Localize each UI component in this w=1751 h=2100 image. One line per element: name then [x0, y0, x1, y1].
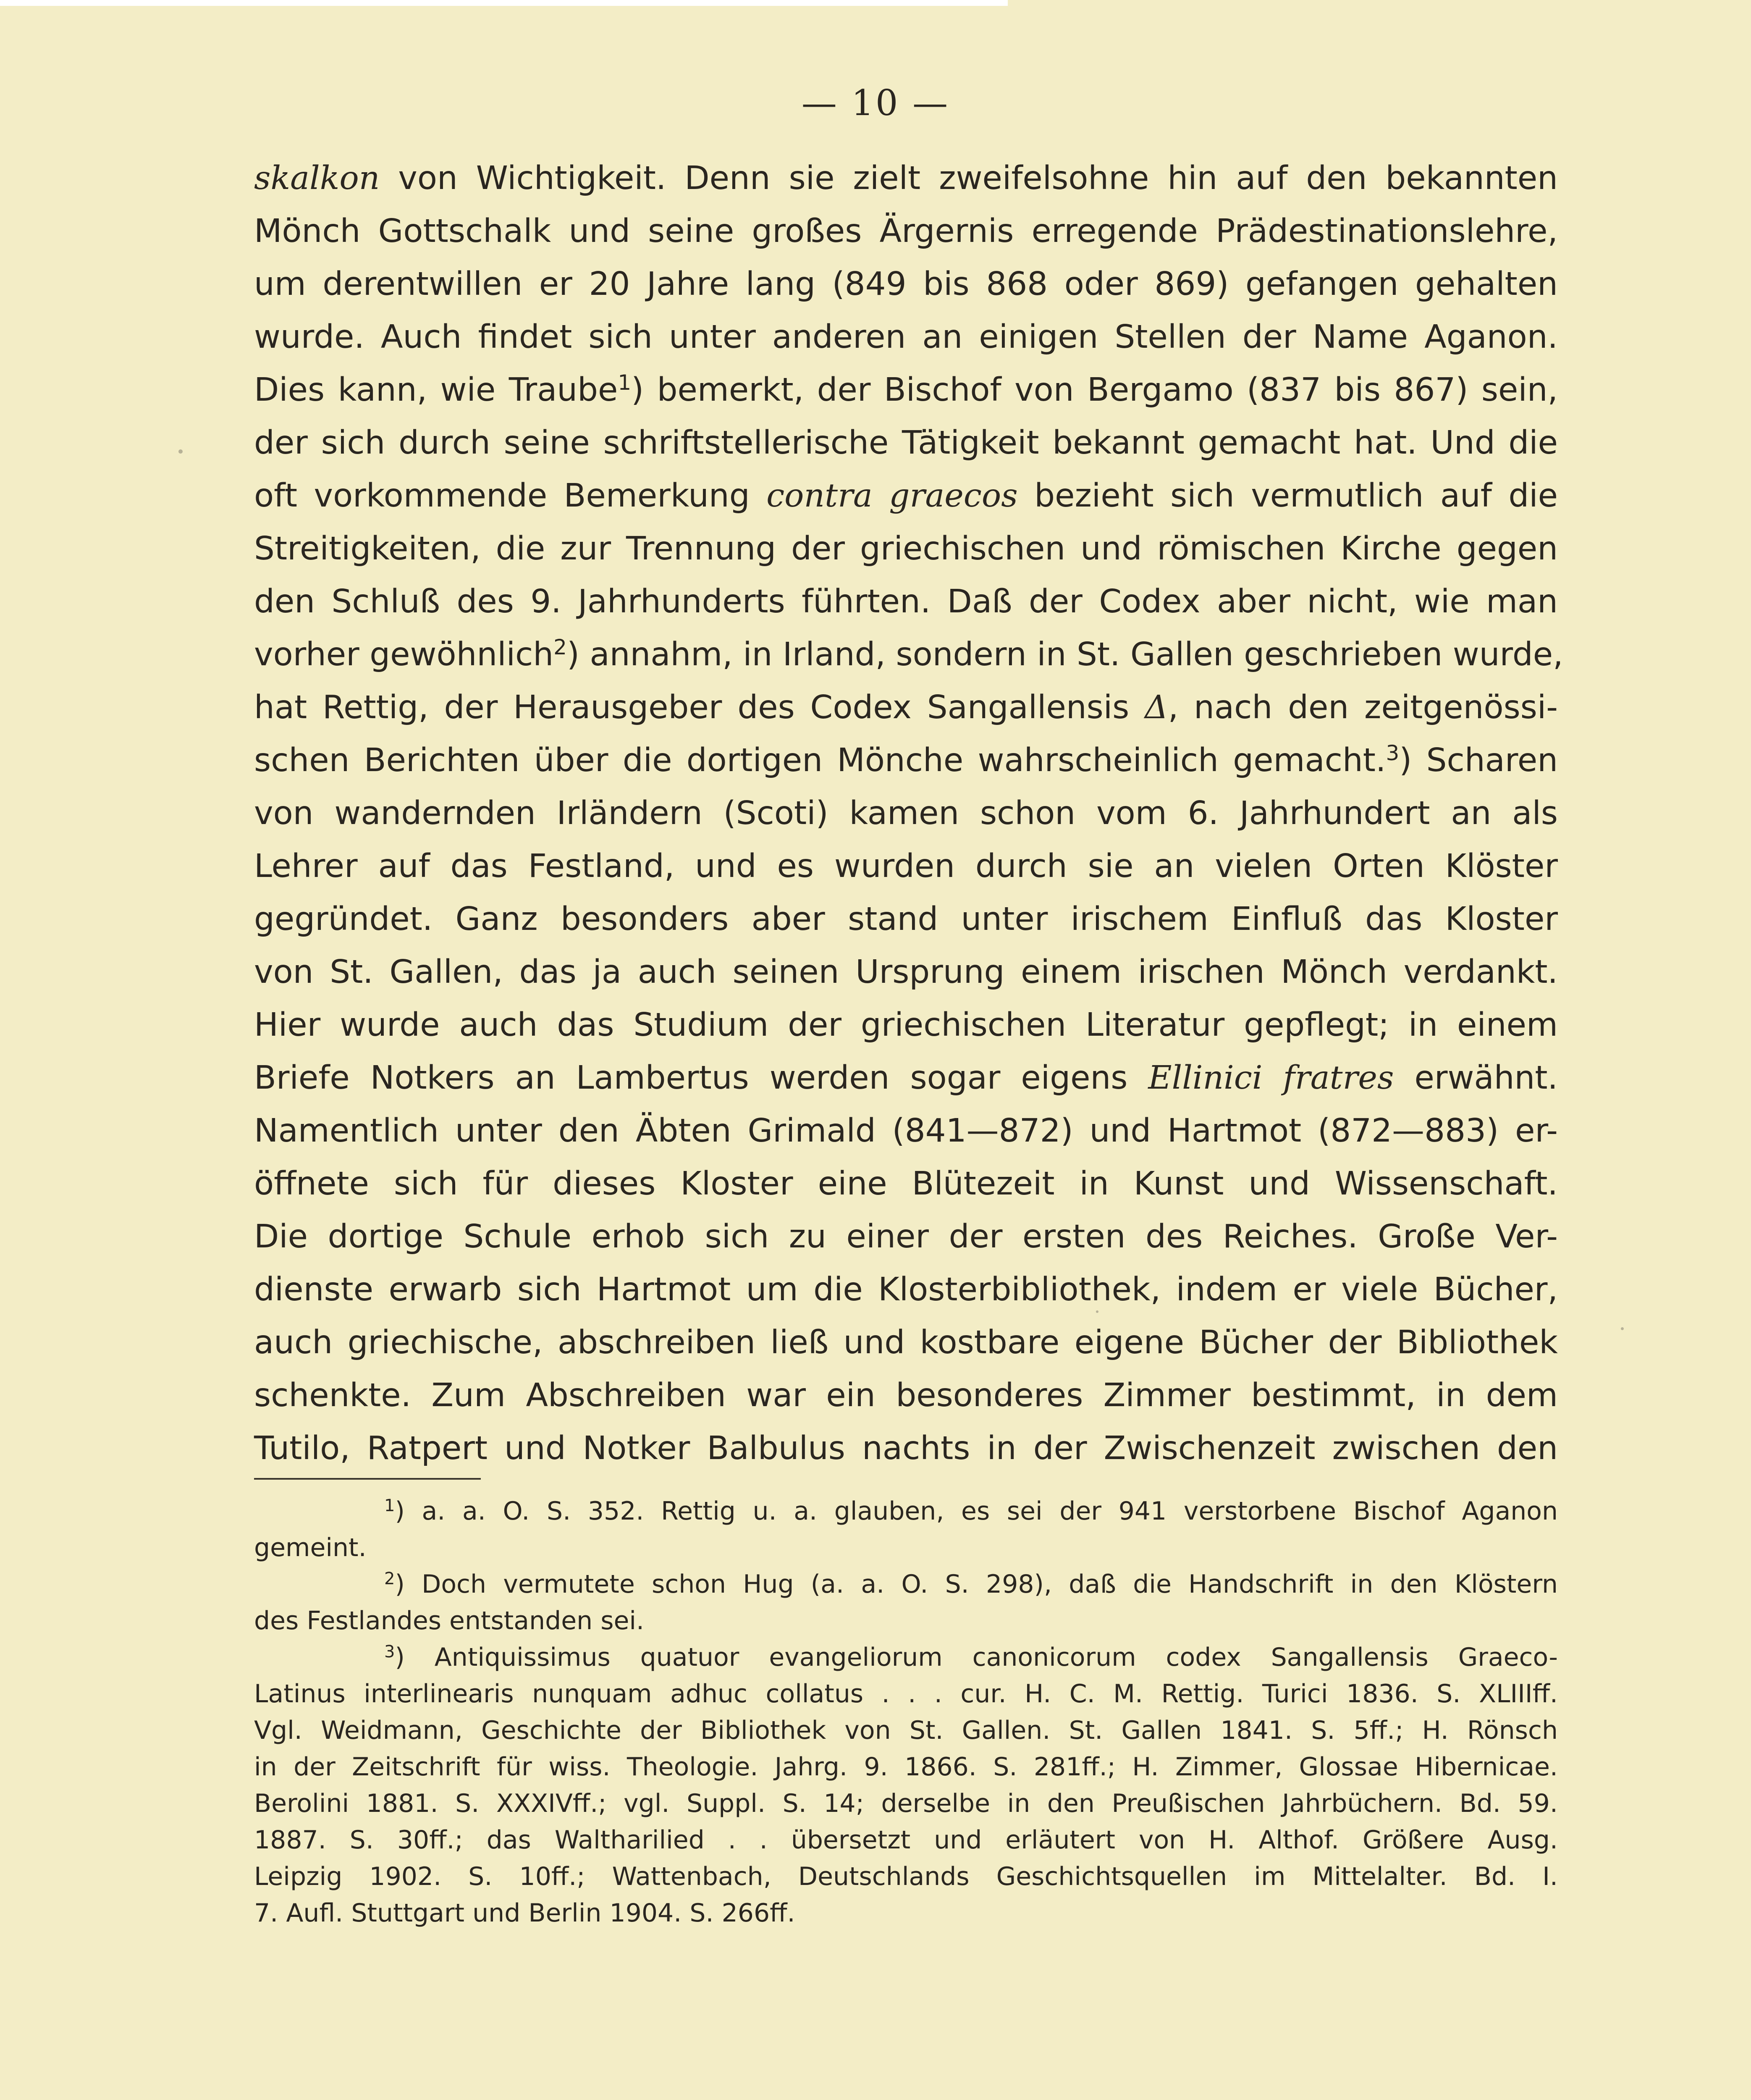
- text-line: [254, 893, 1558, 946]
- text-span: von wandernden Irländern (Scoti) kamen schon vom 6. Jahrhundert an als: [254, 795, 1558, 832]
- footnote-text: ) Antiquissimus quatuor evangeliorum canonicorum codex Sangallensis Graeco-: [395, 1643, 1558, 1672]
- footnote-ref: 1: [618, 370, 632, 395]
- text-span: erwähnt.: [1394, 1059, 1558, 1097]
- footnote-text: des Festlandes entstanden sei.: [254, 1606, 645, 1635]
- page-number: — 10 —: [801, 82, 950, 123]
- footnote-line: [254, 1785, 1558, 1822]
- text-line: [254, 1422, 1558, 1475]
- text-line: [254, 205, 1558, 258]
- text-line: [254, 999, 1558, 1052]
- text-span: Namentlich unter den Äbten Grimald (841—872) und Hartmot (872—883) er-: [254, 1112, 1558, 1150]
- footnotes: [254, 1493, 1558, 1932]
- italic-text: Ellinici fratres: [1148, 1059, 1394, 1097]
- footnote-rule: [254, 1478, 481, 1480]
- footnote-line: [254, 1749, 1558, 1785]
- text-line: [254, 1052, 1558, 1105]
- text-span: , nach den zeitgenössi-: [1168, 689, 1558, 726]
- footnote-line: [254, 1895, 1558, 1932]
- text-line: [254, 522, 1558, 575]
- footnote-text: 1887. S. 30ff.; das Waltharilied . . übersetzt und erläutert von H. Althof. Größere Ausg.: [254, 1825, 1558, 1855]
- text-line: [254, 1369, 1558, 1422]
- text-span: Streitigkeiten, die zur Trennung der griechischen und römischen Kirche gegen: [254, 530, 1558, 567]
- text-line: [254, 1158, 1558, 1210]
- footnote-ref: 2: [553, 635, 567, 659]
- body-text: [254, 152, 1563, 1475]
- footnote-text: Latinus interlinearis nunquam adhuc collatus . . . cur. H. C. M. Rettig. Turici 1836. S. XLIIIff.: [254, 1679, 1558, 1709]
- text-span: Dies kann, wie Traube: [254, 371, 618, 409]
- footnote-line: [254, 1858, 1558, 1895]
- text-span: den Schluß des 9. Jahrhunderts führten. Daß der Codex aber nicht, wie man: [254, 583, 1558, 620]
- text-span: Mönch Gottschalk und seine großes Ärgernis erregende Prädestinationslehre,: [254, 213, 1558, 250]
- text-span: schenkte. Zum Abschreiben war ein besonderes Zimmer bestimmt, in dem: [254, 1377, 1558, 1414]
- text-line: [254, 1316, 1558, 1369]
- text-line: [254, 1263, 1558, 1316]
- text-span: Die dortige Schule erhob sich zu einer der ersten des Reiches. Große Ver-: [254, 1218, 1558, 1255]
- italic-text: Δ: [1145, 689, 1168, 726]
- text-line: [254, 840, 1558, 893]
- paper-speck: [1621, 1327, 1624, 1330]
- text-span: öffnete sich für dieses Kloster eine Blütezeit in Kunst und Wissenschaft.: [254, 1165, 1558, 1202]
- footnote-line: [254, 1530, 1558, 1566]
- scan-edge: [0, 0, 1008, 6]
- footnote-line: [254, 1493, 1558, 1530]
- text-line: [254, 311, 1558, 364]
- footnote-line: [254, 1639, 1558, 1676]
- text-span: der sich durch seine schriftstellerische Tätigkeit bekannt gemacht hat. Und die: [254, 424, 1558, 462]
- text-span: ) bemerkt, der Bischof von Bergamo (837 bis 867) sein,: [631, 371, 1558, 409]
- text-line: [254, 470, 1558, 522]
- italic-text: contra graecos: [766, 477, 1018, 514]
- text-span: um derentwillen er 20 Jahre lang (849 bis 868 oder 869) gefangen gehalten: [254, 265, 1558, 303]
- footnote-text: Vgl. Weidmann, Geschichte der Bibliothek von St. Gallen. St. Gallen 1841. S. 5ff.; H. Rönsch: [254, 1716, 1558, 1745]
- text-line: [254, 575, 1558, 628]
- text-span: von St. Gallen, das ja auch seinen Ursprung einem irischen Mönch verdankt.: [254, 953, 1558, 991]
- italic-text: skalkon: [254, 160, 380, 197]
- text-line: [254, 1105, 1558, 1158]
- footnote-line: [254, 1712, 1558, 1749]
- text-line: [254, 787, 1558, 840]
- text-line: [254, 417, 1558, 470]
- text-span: von Wichtigkeit. Denn sie zielt zweifelsohne hin auf den bekannten: [380, 160, 1558, 197]
- text-line: [254, 681, 1558, 734]
- footnote-line: [254, 1566, 1558, 1603]
- text-span: Briefe Notkers an Lambertus werden sogar eigens: [254, 1059, 1148, 1097]
- text-line: [254, 946, 1558, 999]
- text-span: hat Rettig, der Herausgeber des Codex Sangallensis: [254, 689, 1145, 726]
- text-line: [254, 152, 1558, 205]
- footnote-marker: 3: [384, 1642, 395, 1662]
- text-span: auch griechische, abschreiben ließ und kostbare eigene Bücher der Bibliothek: [254, 1324, 1558, 1361]
- footnote-text: ) Doch vermutete schon Hug (a. a. O. S. 298), daß die Handschrift in den Klöstern: [395, 1570, 1558, 1599]
- text-span: ) Scharen: [1399, 742, 1558, 779]
- footnote-text: in der Zeitschrift für wiss. Theologie. Jahrg. 9. 1866. S. 281ff.; H. Zimmer, Glossae Hibernicae.: [254, 1752, 1558, 1782]
- text-span: ) annahm, in Irland, sondern in St. Gallen geschrieben wurde,: [566, 636, 1563, 673]
- footnote-line: [254, 1822, 1558, 1858]
- footnote-line: [254, 1603, 1558, 1639]
- text-line: [254, 734, 1558, 787]
- text-span: Lehrer auf das Festland, und es wurden durch sie an vielen Orten Klöster: [254, 848, 1558, 885]
- text-span: gegründet. Ganz besonders aber stand unter irischem Einfluß das Kloster: [254, 900, 1558, 938]
- text-span: Hier wurde auch das Studium der griechischen Literatur gepflegt; in einem: [254, 1006, 1558, 1044]
- footnote-text: Leipzig 1902. S. 10ff.; Wattenbach, Deutschlands Geschichtsquellen im Mittelalter. Bd. I.: [254, 1862, 1558, 1891]
- text-span: wurde. Auch findet sich unter anderen an einigen Stellen der Name Aganon.: [254, 318, 1558, 356]
- text-line: [254, 258, 1558, 311]
- footnote-text: Berolini 1881. S. XXXIVff.; vgl. Suppl. S. 14; derselbe in den Preußischen Jahrbüchern. Bd. 59.: [254, 1789, 1558, 1818]
- footnote-marker: 1: [384, 1496, 395, 1515]
- footnote-text: gemeint.: [254, 1533, 367, 1562]
- text-span: oft vorkommende Bemerkung: [254, 477, 767, 514]
- text-line: [254, 1210, 1558, 1263]
- footnote-text: 7. Aufl. Stuttgart und Berlin 1904. S. 266ff.: [254, 1898, 795, 1928]
- footnote-ref: 3: [1386, 741, 1400, 765]
- text-span: Tutilo, Ratpert und Notker Balbulus nachts in der Zwischenzeit zwischen den: [254, 1430, 1558, 1467]
- text-line: [254, 628, 1563, 681]
- text-span: bezieht sich vermutlich auf die: [1017, 477, 1558, 514]
- footnote-line: [254, 1676, 1558, 1712]
- text-span: schen Berichten über die dortigen Mönche wahrscheinlich gemacht.: [254, 742, 1386, 779]
- footnote-marker: 2: [384, 1569, 395, 1588]
- text-line: [254, 364, 1558, 417]
- text-span: dienste erwarb sich Hartmot um die Klosterbibliothek, indem er viele Bücher,: [254, 1271, 1558, 1308]
- text-span: vorher gewöhnlich: [254, 636, 554, 673]
- footnote-text: ) a. a. O. S. 352. Rettig u. a. glauben, es sei der 941 verstorbene Bischof Aganon: [395, 1496, 1558, 1526]
- paper-speck: [178, 449, 183, 454]
- paper-speck: [1096, 1310, 1098, 1313]
